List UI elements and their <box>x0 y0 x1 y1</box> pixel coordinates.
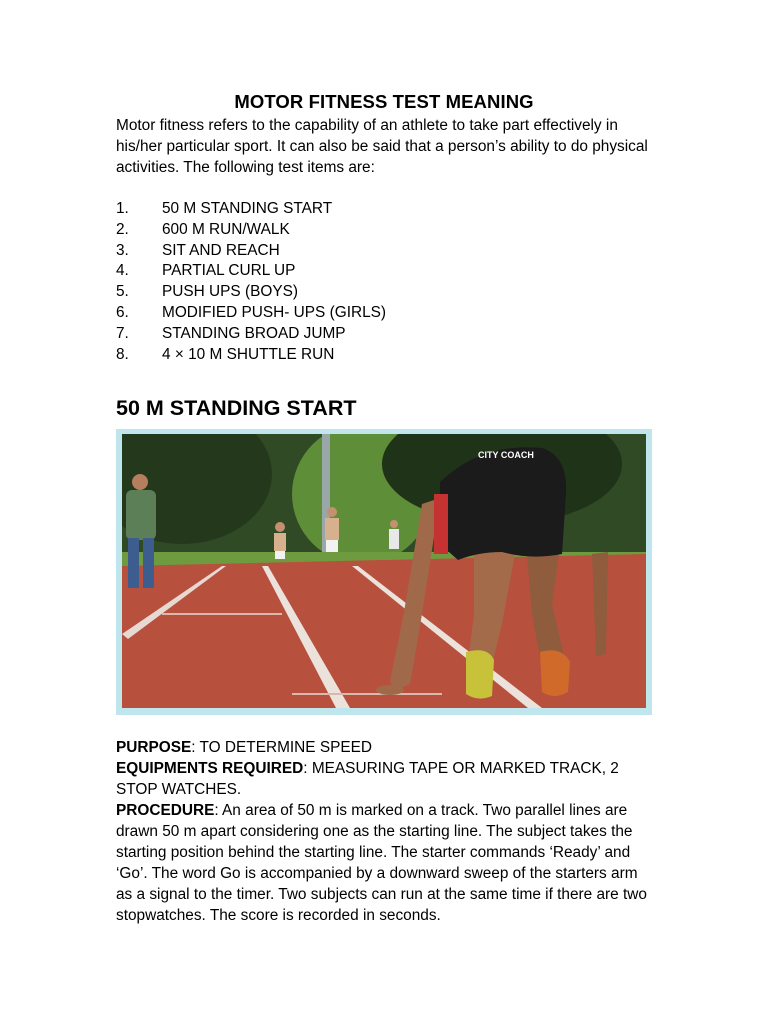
list-item-number: 4. <box>116 262 129 280</box>
intro-paragraph: Motor fitness refers to the capability of an athlete to take part effectively in his/her particular sport. It can also be said that a person’s ability to do physical activities. The following test items are: <box>116 117 648 176</box>
list-item <box>116 303 652 324</box>
sprinter-illustration <box>122 434 646 708</box>
list-item-number: 3. <box>116 241 129 259</box>
list-item-number: 7. <box>116 324 129 342</box>
purpose-text: : TO DETERMINE SPEED <box>191 739 372 757</box>
list-item-number: 5. <box>116 283 129 301</box>
list-item <box>116 261 652 282</box>
equipment-text: : MEASURING TAPE OR MARKED TRACK, 2 STOP WATCHES. <box>116 760 619 799</box>
list-item-number: 1. <box>116 200 129 217</box>
list-item-text: 600 M RUN/WALK <box>162 220 290 238</box>
list-item <box>116 199 652 220</box>
equipment-label: EQUIPMENTS REQUIRED <box>116 760 304 778</box>
test-items-list <box>116 199 652 365</box>
page-title: MOTOR FITNESS TEST MEANING <box>234 91 534 112</box>
purpose-line <box>116 737 652 758</box>
document-page <box>116 88 652 926</box>
procedure-text: : An area of 50 m is marked on a track. Two parallel lines are drawn 50 m apart considering one as the starting line. The subject takes the starting position behind the starting line. The starter commands ‘Ready’ and ‘Go’. The word Go is accompanied by a downward sweep of the starters arm as a signal to the timer. Two subjects can run at the same time if there are two stopwatches. The score is recorded in seconds. <box>116 802 647 925</box>
list-item-text: 4 × 10 M SHUTTLE RUN <box>162 345 335 363</box>
list-item-text: STANDING BROAD JUMP <box>162 324 346 342</box>
procedure-label: PROCEDURE <box>116 802 215 820</box>
list-item <box>116 241 652 262</box>
list-item-text: PUSH UPS (BOYS) <box>162 283 298 301</box>
shirt-text: CITY COACH <box>478 450 534 461</box>
list-item-text: MODIFIED PUSH- UPS (GIRLS) <box>162 303 387 321</box>
section-heading: 50 M STANDING START <box>116 396 357 421</box>
purpose-label: PURPOSE <box>116 739 192 757</box>
equipment-line <box>116 758 652 800</box>
list-item-number: 8. <box>116 345 129 363</box>
list-item <box>116 324 652 345</box>
list-item <box>116 282 652 303</box>
list-item <box>116 220 652 241</box>
list-item-text: PARTIAL CURL UP <box>162 262 296 280</box>
list-item-text: SIT AND REACH <box>162 241 280 259</box>
sprinter-start-photo <box>116 429 652 715</box>
list-item-number: 6. <box>116 303 129 321</box>
list-item-number: 2. <box>116 220 129 238</box>
test-details <box>116 737 652 926</box>
list-item <box>116 345 652 366</box>
list-item-text: 50 M STANDING START <box>162 200 333 217</box>
procedure-line <box>116 800 652 926</box>
